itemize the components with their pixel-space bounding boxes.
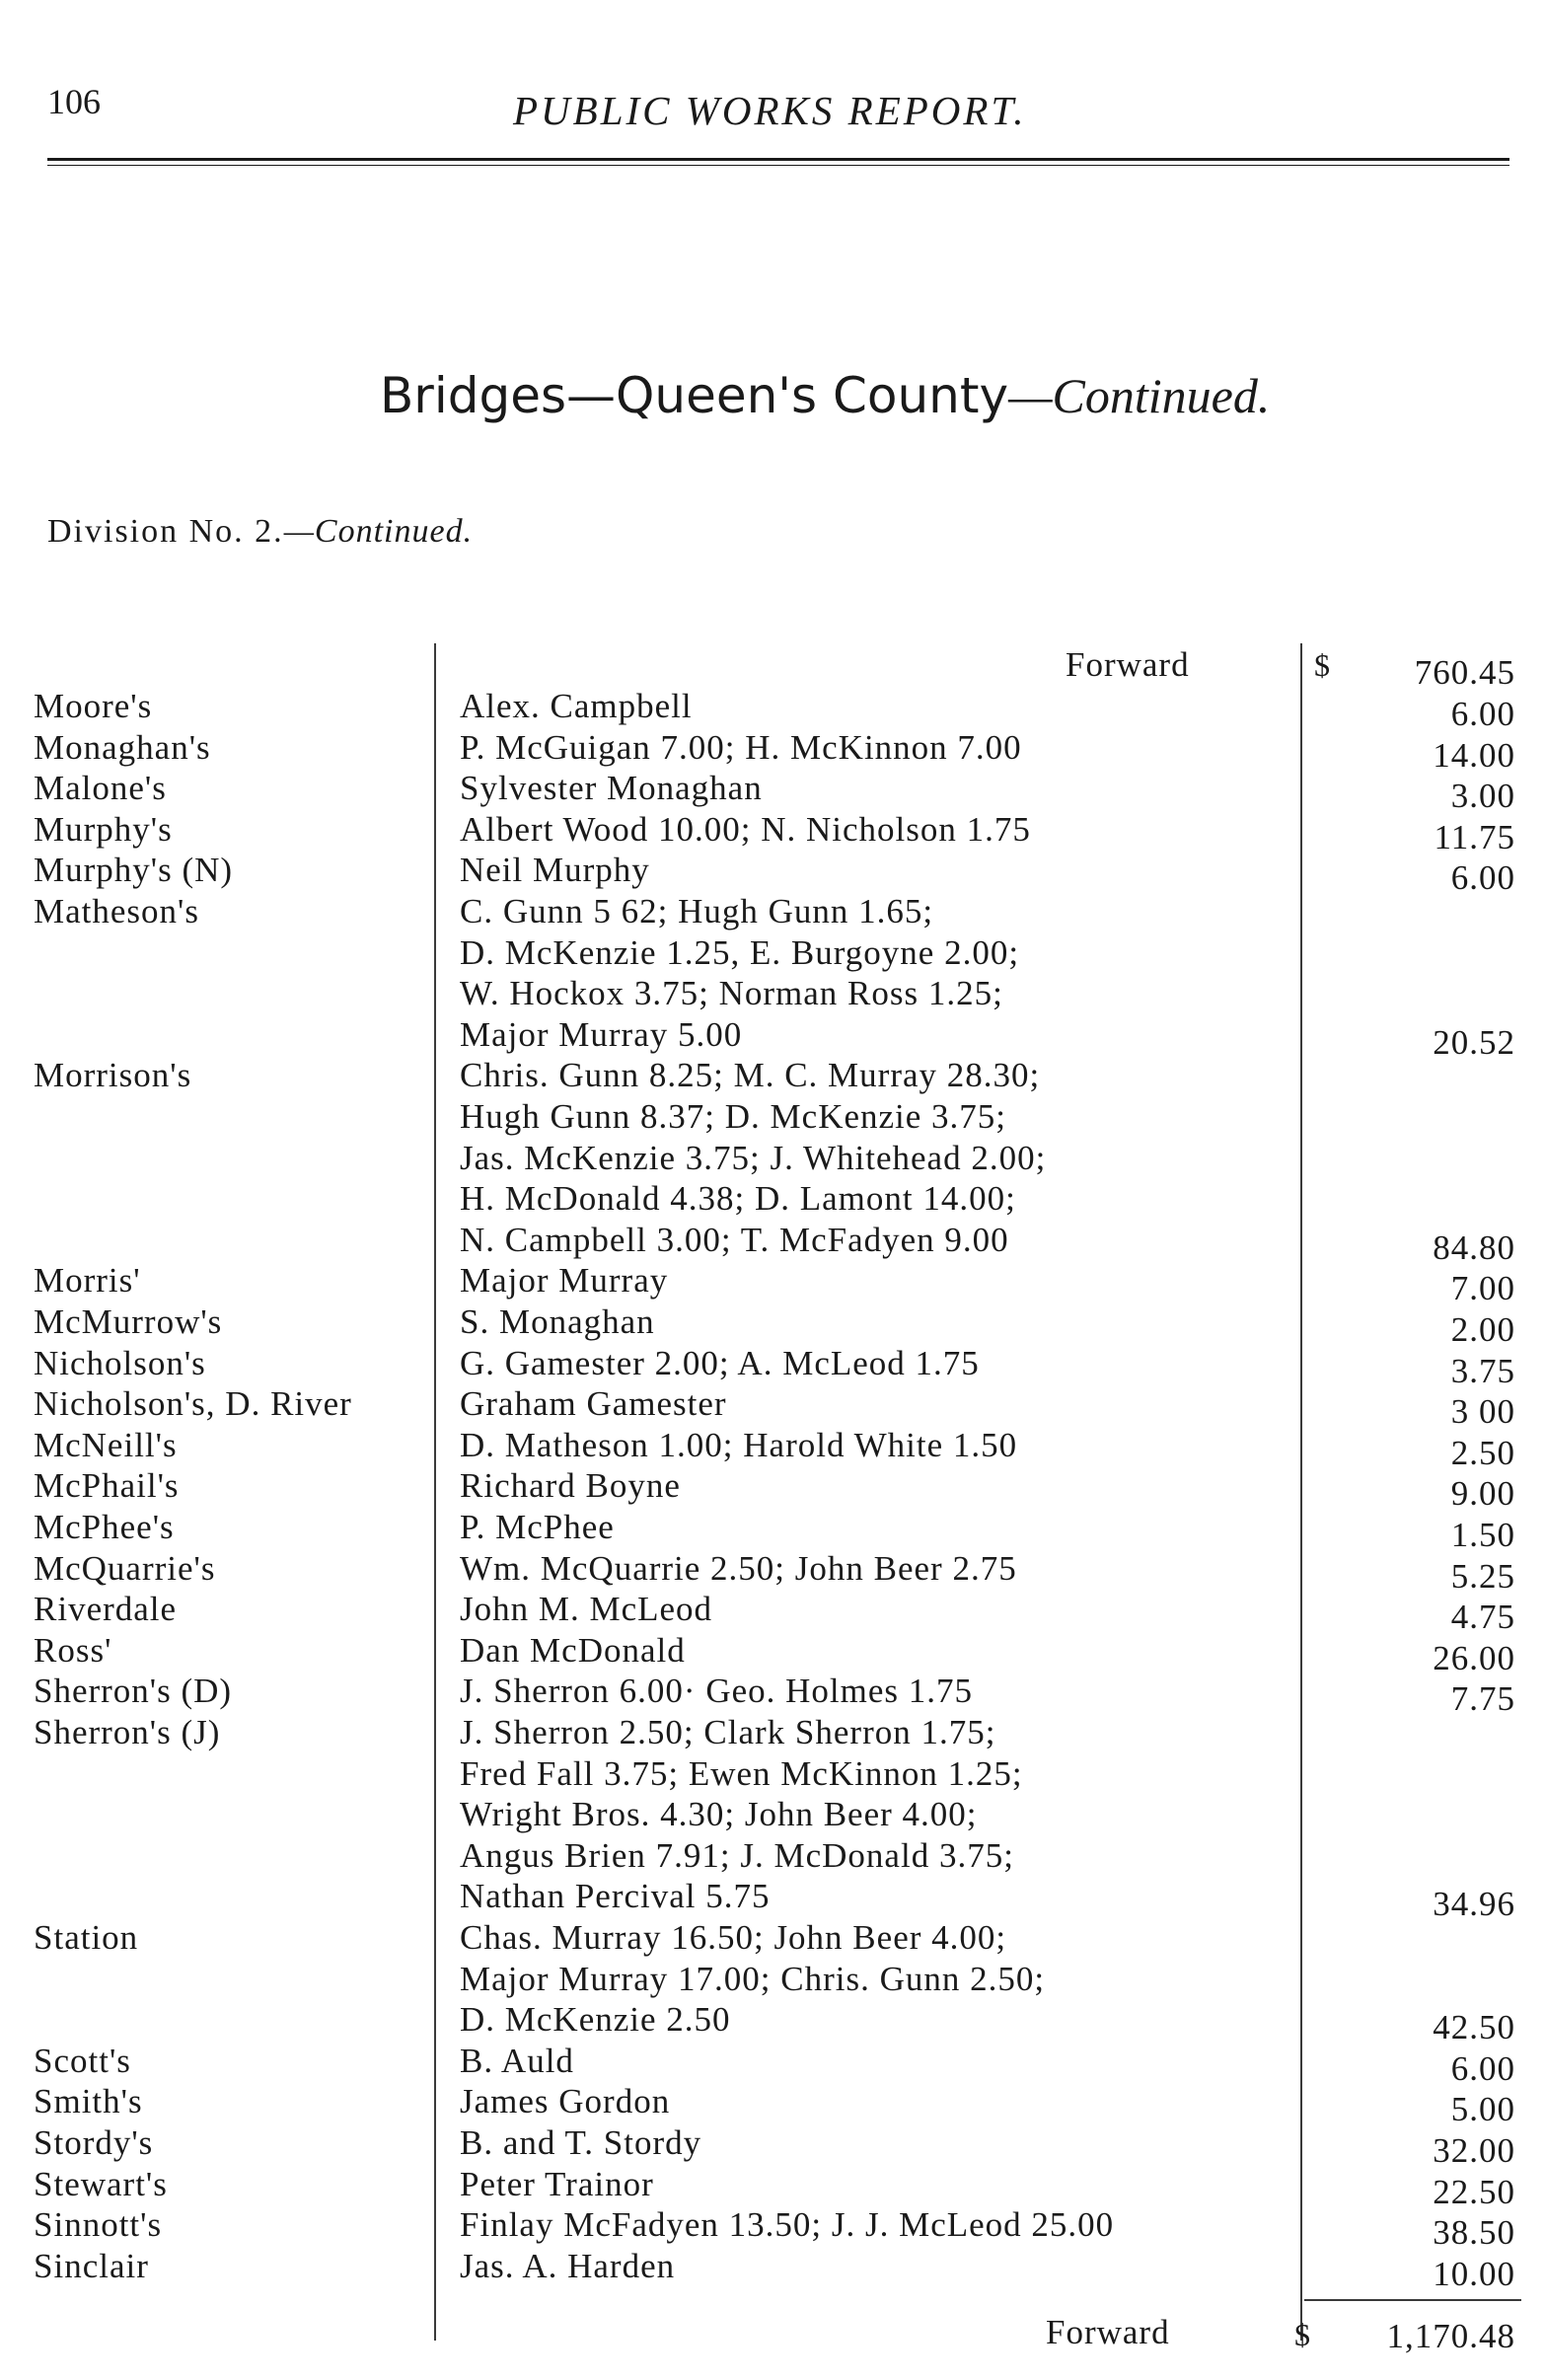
ledger-row [0,933,1545,975]
payees-text: Alex. Campbell [460,687,693,725]
payees-text: James Gordon [460,2082,671,2120]
payees-text: C. Gunn 5 62; Hugh Gunn 1.65; [460,892,934,930]
amount-value: 6.00 [1450,695,1515,733]
amount-value: 10.00 [1433,2255,1515,2293]
bridge-name: McNeill's [34,1426,178,1464]
ledger-row [0,687,1545,733]
payees-text: Albert Wood 10.00; N. Nicholson 1.75 [460,810,1031,849]
ledger-row [0,1672,1545,1718]
ledger-row [0,728,1545,775]
ledger-row [0,1836,1545,1878]
forward-top [0,645,1545,692]
amount-value: 34.96 [1433,1885,1515,1923]
ledger-row [0,1056,1545,1097]
page-number: 106 [47,82,101,121]
amount-value: 5.00 [1450,2090,1515,2128]
ledger-row [0,1918,1545,1960]
ledger-row [0,1426,1545,1472]
payees-text: Angus Brien 7.91; J. McDonald 3.75; [460,1836,1014,1875]
amount-value: 5.25 [1450,1557,1515,1596]
payees-text: Jas. A. Harden [460,2247,676,2285]
ledger-row [0,2165,1545,2211]
bridge-name: Nicholson's [34,1344,206,1382]
ledger-row [0,1384,1545,1431]
bridge-name: Station [34,1918,139,1957]
amount-value: 7.00 [1450,1269,1515,1307]
forward-bottom [0,2313,1545,2356]
payees-text: Major Murray 17.00; Chris. Gunn 2.50; [460,1960,1046,1998]
division-continued: —Continued. [283,513,474,550]
payees-text: P. McGuigan 7.00; H. McKinnon 7.00 [460,728,1022,767]
bridge-name: McMurrow's [34,1302,223,1341]
payees-text: B. and T. Stordy [460,2123,702,2162]
payees-text: Jas. McKenzie 3.75; J. Whitehead 2.00; [460,1139,1047,1177]
payees-text: D. McKenzie 2.50 [460,2000,731,2039]
bridge-name: McPhail's [34,1466,180,1505]
bridge-name: Matheson's [34,892,199,930]
section-title [380,367,1270,424]
amount-value: 3.00 [1450,777,1515,815]
ledger-row [0,1221,1545,1267]
ledger-row [0,1631,1545,1677]
amount-value: 3.75 [1450,1352,1515,1390]
bridge-name: Murphy's [34,810,173,849]
payees-text: N. Campbell 3.00; T. McFadyen 9.00 [460,1221,1009,1259]
payees-text: Neil Murphy [460,851,650,889]
payees-text: Graham Gamester [460,1384,727,1423]
ledger-row [0,1015,1545,1062]
total-rule [1304,2299,1521,2301]
amount-value: 4.75 [1450,1598,1515,1636]
payees-text: John M. McLeod [460,1590,713,1628]
amount-value: 26.00 [1433,1639,1515,1677]
amount-value: 32.00 [1433,2131,1515,2170]
forward-bottom-label: Forward [1046,2313,1170,2351]
amount-value: 1.50 [1450,1516,1515,1554]
bridge-name: McPhee's [34,1508,175,1546]
payees-text: Chris. Gunn 8.25; M. C. Murray 28.30; [460,1056,1041,1094]
ledger-row [0,2247,1545,2293]
ledger-row [0,2000,1545,2046]
ledger-row [0,1549,1545,1596]
ledger-row [0,1097,1545,1139]
payees-text: D. McKenzie 1.25, E. Burgoyne 2.00; [460,933,1020,972]
payees-text: Chas. Murray 16.50; John Beer 4.00; [460,1918,1007,1957]
payees-text: J. Sherron 6.00· Geo. Holmes 1.75 [460,1672,974,1710]
amount-value: 11.75 [1434,818,1515,856]
bridge-name: Monaghan's [34,728,211,767]
bridge-name: Morrison's [34,1056,192,1094]
forward-bottom-currency: $ [1294,2317,1310,2352]
forward-top-currency: $ [1314,647,1330,683]
ledger-row [0,1713,1545,1754]
ledger-row [0,1877,1545,1923]
payees-text: Peter Trainor [460,2165,654,2203]
bridge-name: Stordy's [34,2123,154,2162]
bridge-name: Morris' [34,1261,141,1300]
bridge-name: Sinnott's [34,2205,163,2244]
ledger-row [0,1590,1545,1636]
amount-value: 6.00 [1450,858,1515,897]
division-label: Division No. 2. [47,513,284,550]
ledger-row [0,1466,1545,1513]
amount-value: 6.00 [1450,2049,1515,2088]
ledger-row [0,769,1545,815]
ledger-row [0,1261,1545,1307]
payees-text: Fred Fall 3.75; Ewen McKinnon 1.25; [460,1754,1023,1793]
ledger-row [0,1302,1545,1349]
payees-text: J. Sherron 2.50; Clark Sherron 1.75; [460,1713,996,1751]
ledger-row [0,974,1545,1015]
section-title-text: Bridges—Queen's County [380,367,1009,424]
payees-text: D. Matheson 1.00; Harold White 1.50 [460,1426,1018,1464]
ledger-row [0,2042,1545,2088]
amount-value: 2.00 [1450,1310,1515,1349]
bridge-name: Murphy's (N) [34,851,234,889]
payees-text: Hugh Gunn 8.37; D. McKenzie 3.75; [460,1097,1007,1136]
ledger-row [0,2123,1545,2170]
ledger-row [0,2205,1545,2252]
division-heading [47,513,473,551]
payees-text: Major Murray 5.00 [460,1015,743,1054]
bridge-name: Sinclair [34,2247,149,2285]
amount-value: 9.00 [1450,1474,1515,1513]
running-title: PUBLIC WORKS REPORT. [513,88,1027,133]
amount-value: 42.50 [1433,2008,1515,2046]
section-title-continued: —Continued. [1008,368,1271,423]
amount-value: 84.80 [1433,1228,1515,1267]
payees-text: Dan McDonald [460,1631,686,1670]
amount-value: 20.52 [1433,1023,1515,1062]
payees-text: B. Auld [460,2042,574,2080]
payees-text: Finlay McFadyen 13.50; J. J. McLeod 25.00 [460,2205,1115,2244]
amount-value: 7.75 [1450,1679,1515,1718]
ledger-row [0,892,1545,933]
payees-text: Sylvester Monaghan [460,769,763,807]
ledger-row [0,1179,1545,1221]
bridge-name: Smith's [34,2082,143,2120]
payees-text: S. Monaghan [460,1302,655,1341]
amount-value: 22.50 [1433,2173,1515,2211]
forward-top-amount: 760.45 [1414,653,1515,692]
ledger-row [0,1508,1545,1554]
payees-text: H. McDonald 4.38; D. Lamont 14.00; [460,1179,1016,1218]
amount-value: 38.50 [1433,2213,1515,2252]
payees-text: Wm. McQuarrie 2.50; John Beer 2.75 [460,1549,1017,1588]
ledger-row [0,851,1545,897]
payees-text: Major Murray [460,1261,669,1300]
bridge-name: Ross' [34,1631,112,1670]
ledger-row [0,1795,1545,1836]
bridge-name: Malone's [34,769,167,807]
payees-text: Wright Bros. 4.30; John Beer 4.00; [460,1795,978,1833]
ledger-row [0,1754,1545,1796]
bridge-name: Sherron's (D) [34,1672,233,1710]
bridge-name: Scott's [34,2042,131,2080]
bridge-name: Moore's [34,687,153,725]
ledger-row [0,1960,1545,2001]
payees-text: P. McPhee [460,1508,615,1546]
bridge-name: Nicholson's, D. River [34,1384,352,1423]
bridge-name: Sherron's (J) [34,1713,221,1751]
payees-text: Richard Boyne [460,1466,681,1505]
payees-text: Nathan Percival 5.75 [460,1877,771,1915]
forward-top-label: Forward [1066,645,1190,684]
header-rule-thin [47,165,1509,166]
payees-text: G. Gamester 2.00; A. McLeod 1.75 [460,1344,980,1382]
header-rule [47,158,1509,161]
amount-value: 3 00 [1450,1392,1515,1431]
ledger-row [0,1344,1545,1390]
ledger-row [0,2082,1545,2128]
amount-value: 2.50 [1450,1434,1515,1472]
bridge-name: Stewart's [34,2165,168,2203]
bridge-name: McQuarrie's [34,1549,216,1588]
bridge-name: Riverdale [34,1590,178,1628]
forward-bottom-amount: 1,170.48 [1386,2317,1515,2355]
ledger-row [0,810,1545,856]
payees-text: W. Hockox 3.75; Norman Ross 1.25; [460,974,1003,1012]
ledger-row [0,1139,1545,1180]
amount-value: 14.00 [1433,736,1515,775]
